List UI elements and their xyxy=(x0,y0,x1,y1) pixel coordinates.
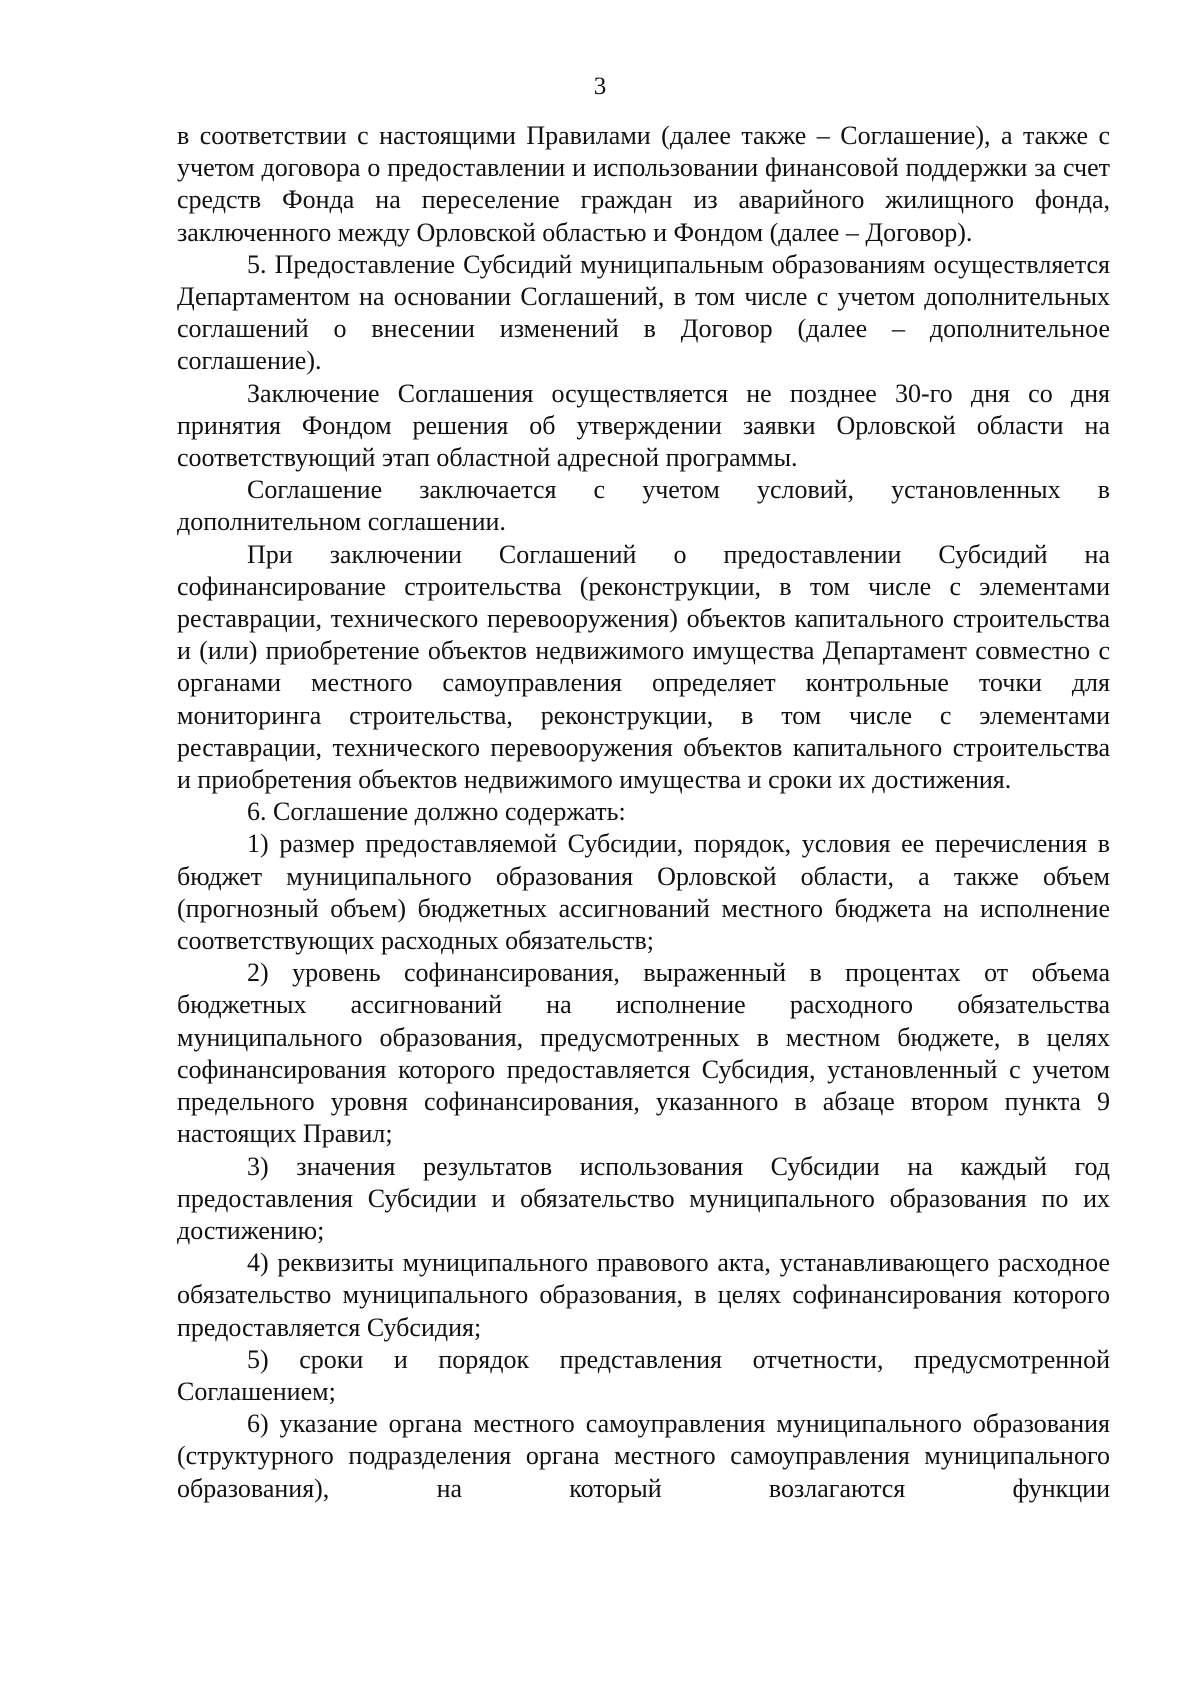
list-item-3: 3) значения результатов использования Субсидии на каждый год предоставления Субсидии и обязательство муниципального образования по их достижению; xyxy=(177,1151,1110,1245)
paragraph-clause-6: 6. Соглашение должно содержать: xyxy=(247,797,626,827)
list-item-6: 6) указание органа местного самоуправления муниципального образования (структурного подразделения органа местного самоуправления муниципального образования), на который возлагаются функции xyxy=(177,1409,1110,1503)
paragraph-control-points: При заключении Соглашений о предоставлении Субсидий на софинансирование строительства (реконструкции, в том числе с элементами реставрации, технического перевооружения) объектов капитального строительства и (или) приобретение объектов недвижимого имущества Департамент совместно с органами местного самоуправления определяет контрольные точки для мониторинга строительства, реконструкции, в том числе с элементами реставрации, технического перевооружения объектов капитального строительства и приобретения объектов недвижимого имущества и сроки их достижения. xyxy=(177,539,1110,795)
document-body xyxy=(177,120,1110,1505)
paragraph-agreement-context: в соответствии с настоящими Правилами (далее также – Соглашение), а также с учетом договора о предоставлении и использовании финансовой поддержки за счет средств Фонда на переселение граждан из аварийного жилищного фонда, заключенного между Орловской областью и Фондом (далее – Договор). xyxy=(177,121,1110,247)
list-item-1: 1) размер предоставляемой Субсидии, порядок, условия ее перечисления в бюджет муниципального образования Орловской области, а также объем (прогнозный объем) бюджетных ассигнований местного бюджета на исполнение соответствующих расходных обязательств; xyxy=(177,829,1110,956)
paragraph-agreement-deadline: Заключение Соглашения осуществляется не позднее 30-го дня со дня принятия Фондом решения об утверждении заявки Орловской области на соответствующий этап областной адресной программы. xyxy=(177,378,1110,473)
paragraph-clause-5: 5. Предоставление Субсидий муниципальным образованиям осуществляется Департаментом на основании Соглашений, в том числе с учетом дополнительных соглашений о внесении изменений в Договор (далее – дополнительное соглашение). xyxy=(177,249,1110,376)
list-item-5: 5) сроки и порядок представления отчетности, предусмотренной Соглашением; xyxy=(177,1344,1110,1406)
list-item-2: 2) уровень софинансирования, выраженный в процентах от объема бюджетных ассигнований на исполнение расходного обязательства муниципального образования, предусмотренных в местном бюджете, в целях софинансирования которого предоставляется Субсидия, установленный с учетом предельного уровня софинансирования, указанного в абзаце втором пункта 9 настоящих Правил; xyxy=(177,958,1110,1149)
paragraph-agreement-conditions: Соглашение заключается с учетом условий, установленных в дополнительном соглашении. xyxy=(177,475,1110,537)
page-number: 3 xyxy=(593,73,607,100)
list-item-4: 4) реквизиты муниципального правового акта, устанавливающего расходное обязательство муниципального образования, в целях софинансирования которого предоставляется Субсидия; xyxy=(177,1248,1110,1342)
